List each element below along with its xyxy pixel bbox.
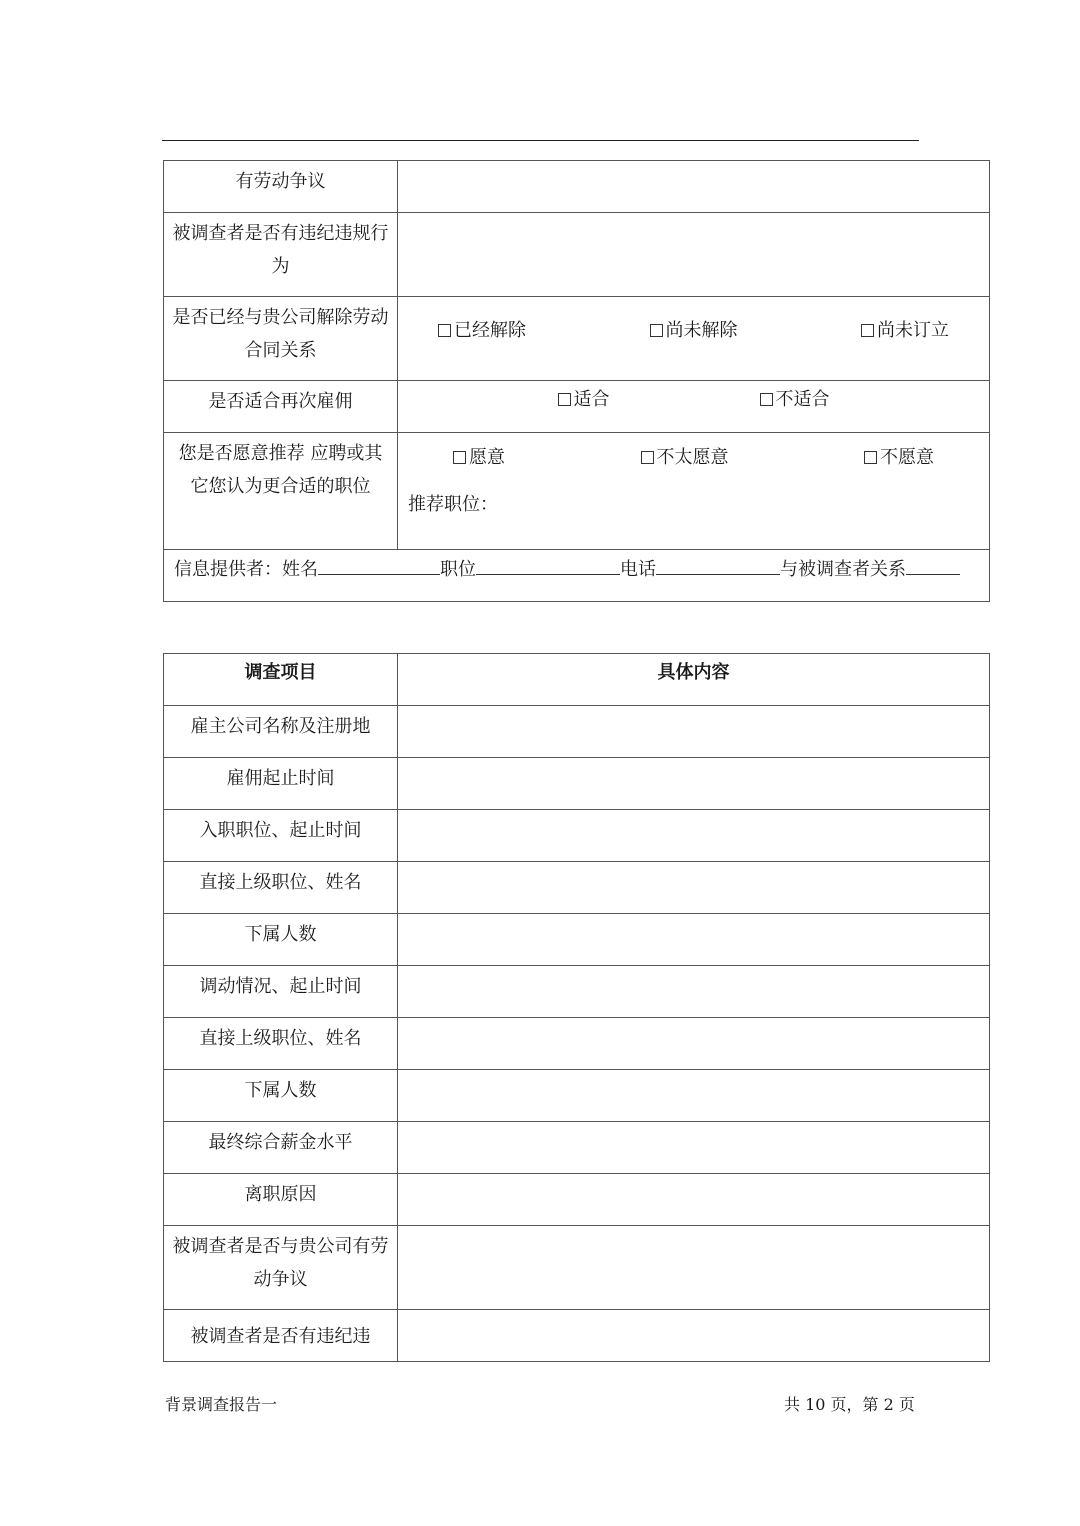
- row-label: 被调查者是否有违纪违: [164, 1310, 398, 1362]
- recommend-options: [398, 433, 989, 474]
- row-label: 直接上级职位、姓名: [164, 1018, 398, 1070]
- checkbox-icon[interactable]: [453, 451, 466, 464]
- row-label: 雇佣起止时间: [164, 758, 398, 810]
- table-row: [164, 966, 990, 1018]
- checkbox-icon[interactable]: [438, 324, 451, 337]
- content-cell[interactable]: [398, 1122, 990, 1174]
- table-row: [164, 1226, 990, 1310]
- table-row: [164, 1310, 990, 1362]
- answer-cell: [398, 433, 990, 550]
- table-row: [164, 758, 990, 810]
- content-cell[interactable]: [398, 966, 990, 1018]
- content-cell[interactable]: [398, 1226, 990, 1310]
- content-cell[interactable]: [398, 706, 990, 758]
- header-content: 具体内容: [398, 654, 990, 706]
- checkbox-icon[interactable]: [558, 393, 571, 406]
- table-row: [164, 161, 990, 213]
- checkbox-icon[interactable]: [864, 451, 877, 464]
- informant-name-label: 信息提供者：姓名: [174, 559, 318, 580]
- answer-cell[interactable]: [398, 161, 990, 213]
- footer-page-number: 共 10 页，第 2 页: [784, 1395, 915, 1414]
- checkbox-icon[interactable]: [760, 393, 773, 406]
- content-cell[interactable]: [398, 914, 990, 966]
- table-row: [164, 706, 990, 758]
- reference-table: [163, 160, 990, 602]
- header-item: 调查项目: [164, 654, 398, 706]
- answer-cell: [398, 381, 990, 433]
- row-label: 调动情况、起止时间: [164, 966, 398, 1018]
- row-label: 是否适合再次雇佣: [164, 381, 398, 433]
- informant-row: [164, 550, 990, 602]
- table-row: [164, 433, 990, 550]
- table-row: [164, 1018, 990, 1070]
- table-row: [164, 213, 990, 297]
- row-label: 下属人数: [164, 1070, 398, 1122]
- informant-phone-label: 电话: [620, 559, 656, 580]
- table-row: [164, 297, 990, 381]
- content-cell[interactable]: [398, 1018, 990, 1070]
- answer-cell[interactable]: [398, 213, 990, 297]
- informant-position-label: 职位: [440, 559, 476, 580]
- row-label: 下属人数: [164, 914, 398, 966]
- row-label: 是否已经与贵公司解除劳动合同关系: [164, 297, 398, 381]
- checkbox-icon[interactable]: [861, 324, 874, 337]
- content-cell[interactable]: [398, 1174, 990, 1226]
- table-row: [164, 1122, 990, 1174]
- table-row: [164, 810, 990, 862]
- relation-blank[interactable]: [906, 552, 960, 575]
- content-cell[interactable]: [398, 1070, 990, 1122]
- option-not-terminated[interactable]: 尚未解除: [650, 314, 738, 347]
- option-unwilling[interactable]: 不愿意: [864, 441, 934, 474]
- table-row: [164, 1070, 990, 1122]
- answer-cell: [398, 297, 990, 381]
- position-blank[interactable]: [476, 552, 620, 575]
- table-row: [164, 381, 990, 433]
- row-label: 有劳动争议: [164, 161, 398, 213]
- table-header-row: [164, 654, 990, 706]
- name-blank[interactable]: [318, 552, 440, 575]
- content-cell[interactable]: [398, 810, 990, 862]
- row-label: 您是否愿意推荐 应聘或其它您认为更合适的职位: [164, 433, 398, 550]
- option-somewhat-unwilling[interactable]: 不太愿意: [641, 441, 729, 474]
- table-row: [164, 550, 990, 602]
- content-cell[interactable]: [398, 758, 990, 810]
- checkbox-icon[interactable]: [650, 324, 663, 337]
- investigation-table: [163, 653, 990, 1362]
- option-suitable[interactable]: 适合: [558, 383, 610, 416]
- table-row: [164, 914, 990, 966]
- content-cell[interactable]: [398, 1310, 990, 1362]
- termination-options: [398, 297, 989, 347]
- option-not-signed[interactable]: 尚未订立: [861, 314, 949, 347]
- row-label: 直接上级职位、姓名: [164, 862, 398, 914]
- rehire-options: [398, 381, 989, 416]
- row-label: 被调查者是否与贵公司有劳动争议: [164, 1226, 398, 1310]
- option-terminated[interactable]: 已经解除: [438, 314, 526, 347]
- checkbox-icon[interactable]: [641, 451, 654, 464]
- row-label: 雇主公司名称及注册地: [164, 706, 398, 758]
- content-cell[interactable]: [398, 862, 990, 914]
- option-willing[interactable]: 愿意: [453, 441, 505, 474]
- row-label: 被调查者是否有违纪违规行为: [164, 213, 398, 297]
- header-rule: [162, 140, 919, 141]
- recommended-position-label[interactable]: 推荐职位：: [408, 494, 498, 515]
- table-row: [164, 1174, 990, 1226]
- option-unsuitable[interactable]: 不适合: [760, 383, 830, 416]
- table-row: [164, 862, 990, 914]
- informant-relation-label: 与被调查者关系: [780, 559, 906, 580]
- row-label: 最终综合薪金水平: [164, 1122, 398, 1174]
- footer-document-title: 背景调查报告一: [165, 1395, 278, 1414]
- row-label: 离职原因: [164, 1174, 398, 1226]
- row-label: 入职职位、起止时间: [164, 810, 398, 862]
- phone-blank[interactable]: [656, 552, 780, 575]
